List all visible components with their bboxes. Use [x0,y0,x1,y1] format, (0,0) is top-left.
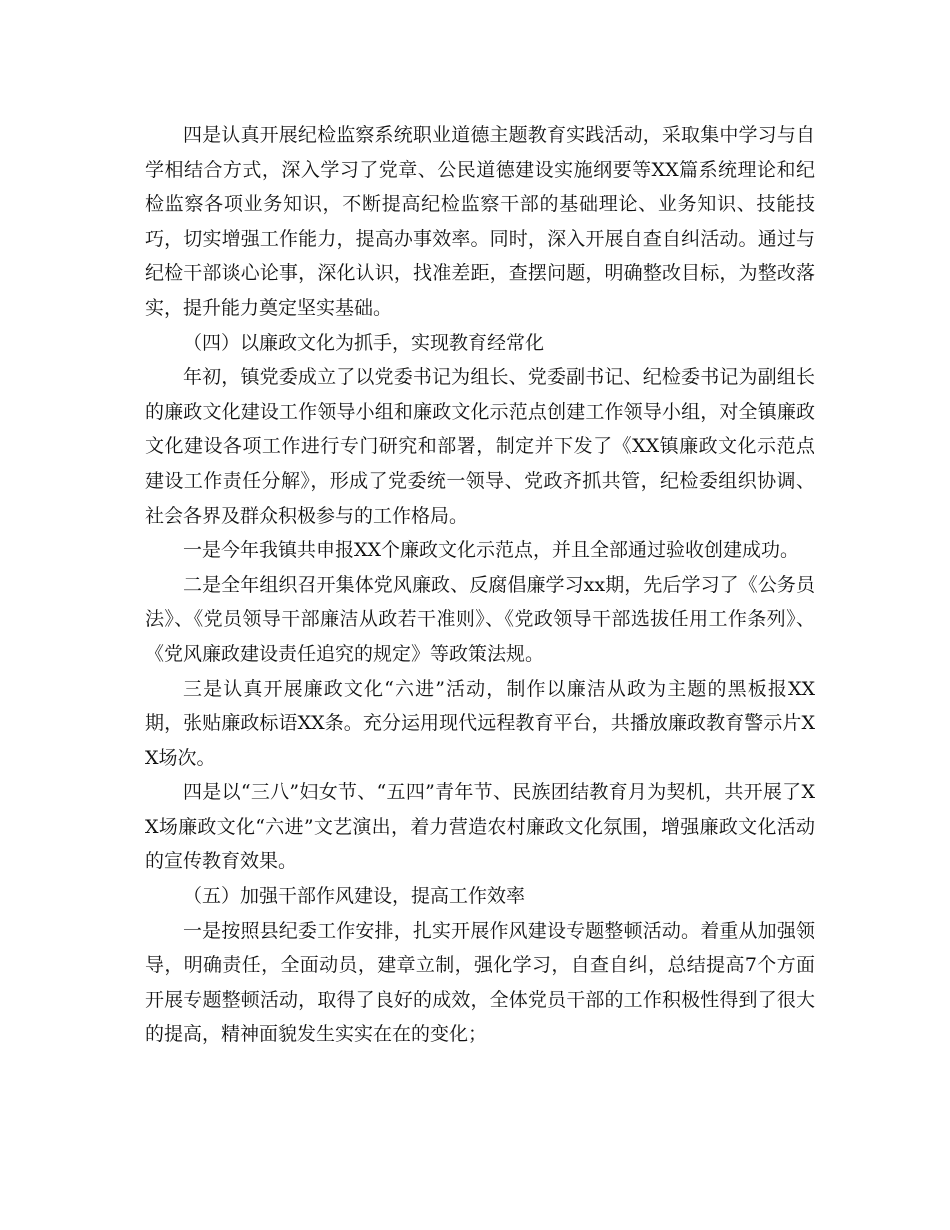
paragraph-3: 一是今年我镇共申报XX个廉政文化示范点，并且全部通过验收创建成功。 [183,539,800,562]
paragraph-2: 年初，镇党委成立了以党委书记为组长、党委副书记、纪检委书记为副组长的廉政文化建设工作领导小组和廉政文化示范点创建工作领导小组，对全镇廉政文化建设各项工作进行专门研究和部署，制定并下发了《XX镇廉政文化示范点建设工作责任分解》，形成了党委统一领导、党政齐抓共管，纪检委组织协调、社会各界及群众积极参与的工作格局。 [145,366,815,527]
section-heading-5: （五）加强干部作风建设，提高工作效率 [183,885,526,908]
paragraph-6: 四是以“三八”妇女节、“五四”青年节、民族团结教育月为契机，共开展了XX场廉政文化“六进”文艺演出，着力营造农村廉政文化氛围，增强廉政文化活动的宣传教育效果。 [145,781,815,873]
paragraph-1: 四是认真开展纪检监察系统职业道德主题教育实践活动，采取集中学习与自学相结合方式，深入学习了党章、公民道德建设实施纲要等XX篇系统理论和纪检监察各项业务知识，不断提高纪检监察干部的基础理论、业务知识、技能技巧，切实增强工作能力，提高办事效率。同时，深入开展自查自纠活动。通过与纪检干部谈心论事，深化认识，找准差距，查摆问题，明确整改目标，为整改落实，提升能力奠定坚实基础。 [145,124,815,319]
document-body [145,118,815,1052]
paragraph-5: 三是认真开展廉政文化“六进”活动，制作以廉洁从政为主题的黑板报XX期，张贴廉政标语XX条。充分运用现代远程教育平台，共播放廉政教育警示片XX场次。 [145,677,815,769]
section-heading-4: （四）以廉政文化为抓手，实现教育经常化 [183,331,545,354]
paragraph-4: 二是全年组织召开集体党风廉政、反腐倡廉学习xx期，先后学习了《公务员法》、《党员领导干部廉洁从政若干准则》、《党政领导干部选拔任用工作条列》、《党风廉政建设责任追究的规定》等政策法规。 [145,573,815,665]
paragraph-7: 一是按照县纪委工作安排，扎实开展作风建设专题整顿活动。着重从加强领导，明确责任，全面动员，建章立制，强化学习，自查自纠，总结提高7个方面开展专题整顿活动，取得了良好的成效，全体党员干部的工作积极性得到了很大的提高，精神面貌发生实实在在的变化； [145,919,815,1046]
